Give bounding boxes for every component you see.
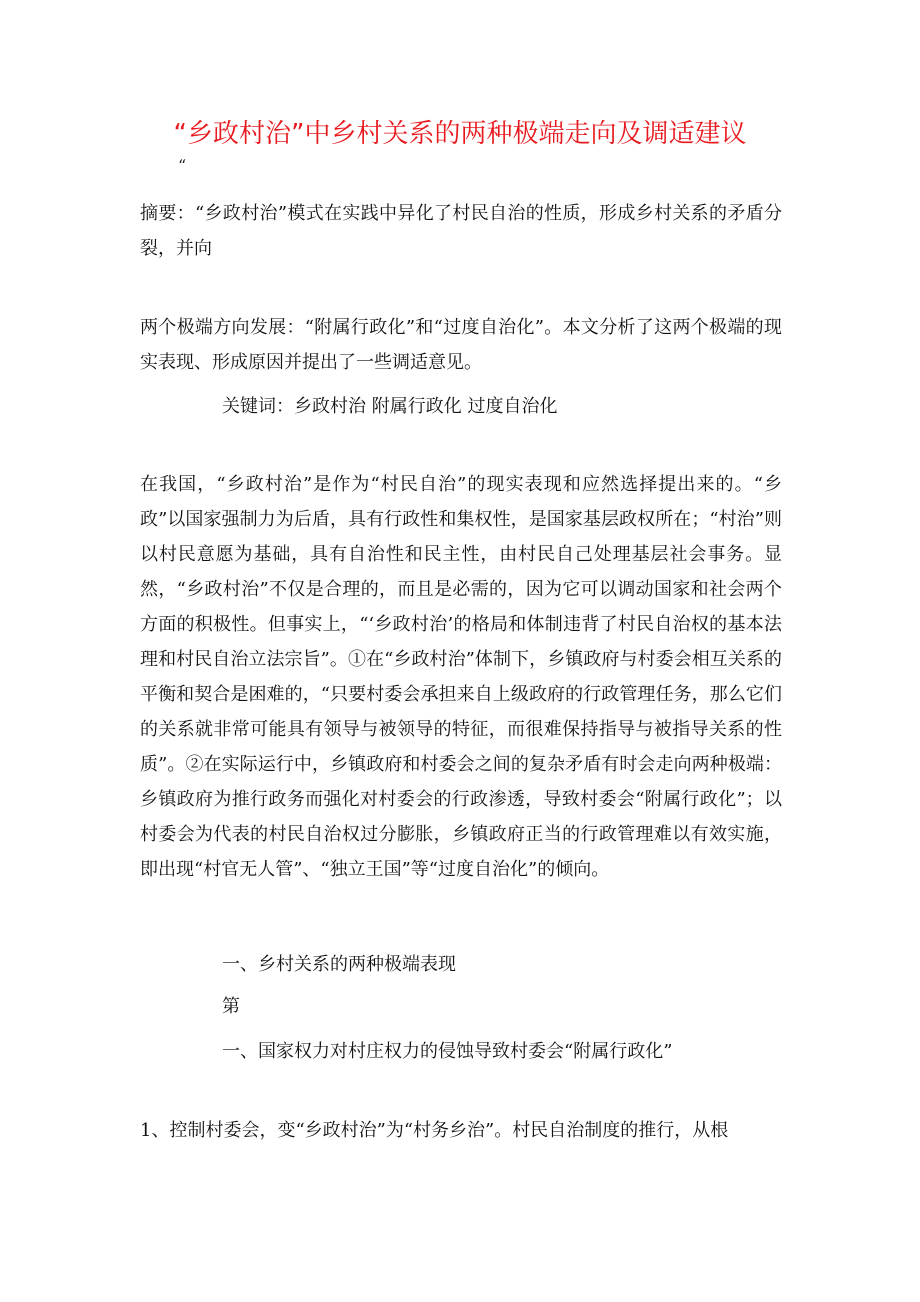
subsection-heading: 一、国家权力对村庄权力的侵蚀导致村委会“附属行政化” (222, 1041, 673, 1062)
stray-quote-mark: “ (178, 156, 187, 175)
section-fragment: 第 (222, 996, 240, 1017)
point-one-paragraph: 1、控制村委会，变“乡政村治”为“村务乡治”。村民自治制度的推行，从根 (140, 1120, 729, 1141)
abstract-part-2: 两个极端方向发展：“附属行政化”和“过度自治化”。本文分析了这两个极端的现实表现、形成原因并提出了一些调适意见。 (140, 317, 782, 373)
abstract-part-1: 摘要：“乡政村治”模式在实践中异化了村民自治的性质，形成乡村关系的矛盾分裂，并向 (140, 203, 782, 259)
document-title: “乡政村治”中乡村关系的两种极端走向及调适建议 (173, 119, 747, 149)
section-heading: 一、乡村关系的两种极端表现 (222, 954, 456, 975)
keywords: 关键词：乡政村治 附属行政化 过度自治化 (222, 396, 558, 417)
body-paragraph: 在我国，“乡政村治”是作为“村民自治”的现实表现和应然选择提出来的。“乡政”以国家强制力为后盾，具有行政性和集权性，是国家基层政权所在；“村治”则以村民意愿为基础，具有自治性和民主性，由村民自己处理基层社会事务。显然，“乡政村治”不仅是合理的，而且是必需的，因为它可以调动国家和社会两个方面的积极性。但事实上，“‘乡政村治’的格局和体制违背了村民自治权的基本法理和村民自治立法宗旨”。①在“乡政村治”体制下，乡镇政府与村委会相互关系的平衡和契合是困难的，“只要村委会承担来自上级政府的行政管理任务，那么它们的关系就非常可能具有领导与被领导的特征，而很难保持指导与被指导关系的性质”。②在实际运行中，乡镇政府和村委会之间的复杂矛盾有时会走向两种极端：乡镇政府为推行政务而强化对村委会的行政渗透，导致村委会“附属行政化”；以村委会为代表的村民自治权过分膨胀，乡镇政府正当的行政管理难以有效实施，即出现“村官无人管”、“独立王国”等“过度自治化”的倾向。 (140, 474, 782, 880)
